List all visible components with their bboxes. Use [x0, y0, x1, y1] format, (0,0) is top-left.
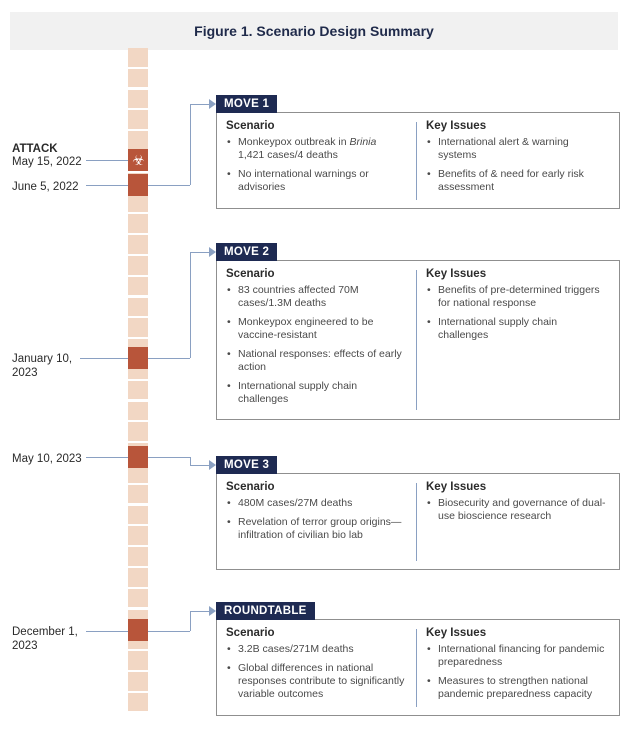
- move-2-tag: MOVE 2: [216, 243, 277, 261]
- scenario-item: • 3.2B cases/271M deaths: [226, 643, 406, 656]
- date-roundtable: December 1, 2023: [12, 626, 78, 652]
- timeline-segment: [128, 48, 148, 67]
- scenario-item: • 480M cases/27M deaths: [226, 497, 406, 510]
- event-marker: [128, 347, 148, 369]
- timeline-segment: [128, 318, 148, 337]
- date-move-3: May 10, 2023: [12, 453, 82, 465]
- timeline-segment: [128, 422, 148, 441]
- connector-line: [190, 104, 210, 105]
- timeline-segment: [128, 672, 148, 691]
- date-move-1: June 5, 2022: [12, 181, 79, 193]
- timeline-segment: [128, 402, 148, 421]
- event-marker: [128, 446, 148, 468]
- issue-item: • Benefits of pre-determined triggers for national response: [426, 284, 610, 310]
- biohazard-icon: ☣: [132, 152, 145, 168]
- scenario-item: • National responses: effects of early action: [226, 348, 406, 374]
- scenario-item: • 83 countries affected 70M cases/1.3M deaths: [226, 284, 406, 310]
- arrow-icon: [209, 99, 216, 109]
- scenario-item: • Global differences in national responses contribute to significantly variable outcomes: [226, 662, 406, 701]
- scenario-heading: Scenario: [226, 481, 275, 493]
- move-3-tag: MOVE 3: [216, 456, 277, 474]
- scenario-item: • International supply chain challenges: [226, 380, 406, 406]
- move-1-scenario: [226, 120, 406, 200]
- timeline-segment: [128, 568, 148, 587]
- connector-line: [190, 457, 191, 465]
- arrow-icon: [209, 460, 216, 470]
- figure-header: [10, 12, 618, 50]
- date-move-2: January 10, 2023: [12, 353, 73, 379]
- timeline-segment: [128, 214, 148, 233]
- timeline-segment: [128, 277, 148, 296]
- timeline-segment: [128, 90, 148, 109]
- move-2-scenario: [226, 268, 406, 412]
- issues-heading: Key Issues: [426, 120, 487, 132]
- move-1-tag: MOVE 1: [216, 95, 277, 113]
- timeline-segment: [128, 131, 148, 150]
- move-3-scenario: [226, 481, 406, 548]
- issues-heading: Key Issues: [426, 627, 487, 639]
- connector-line: [190, 252, 191, 358]
- column-divider: [416, 483, 417, 561]
- timeline-segment: [128, 651, 148, 670]
- scenario-item: • Monkeypox outbreak in Brinia 1,421 cases/4 deaths: [226, 136, 406, 162]
- timeline-segment: [128, 256, 148, 275]
- issue-item: • Benefits of & need for early risk assessment: [426, 168, 610, 194]
- timeline-segment: [128, 589, 148, 608]
- timeline-segment: [128, 235, 148, 254]
- scenario-heading: Scenario: [226, 268, 275, 280]
- timeline-segment: [128, 298, 148, 317]
- scenario-item: • No international warnings or advisories: [226, 168, 406, 194]
- connector-line: [148, 457, 190, 458]
- roundtable-scenario: [226, 627, 406, 707]
- leader-line: [86, 160, 128, 161]
- connector-line: [190, 611, 210, 612]
- arrow-icon: [209, 606, 216, 616]
- issue-item: • Biosecurity and governance of dual-use bioscience research: [426, 497, 610, 523]
- connector-line: [148, 185, 190, 186]
- move-3-issues: [426, 481, 610, 529]
- timeline-segment: [128, 526, 148, 545]
- date-attack: May 15, 2022: [12, 156, 82, 168]
- leader-line: [86, 185, 128, 186]
- timeline-segment: [128, 110, 148, 129]
- move-2-issues: [426, 268, 610, 348]
- column-divider: [416, 122, 417, 200]
- timeline-segment: [128, 547, 148, 566]
- connector-line: [190, 465, 210, 466]
- timeline-segment: [128, 69, 148, 88]
- issues-heading: Key Issues: [426, 268, 487, 280]
- scenario-item: • Revelation of terror group origins—infiltration of civilian bio lab: [226, 516, 406, 542]
- timeline-segment: [128, 485, 148, 504]
- timeline-segment: [128, 381, 148, 400]
- roundtable-issues: [426, 627, 610, 707]
- issue-item: • Measures to strengthen national pandemic preparedness capacity: [426, 675, 610, 701]
- roundtable-tag: ROUNDTABLE: [216, 602, 315, 620]
- issue-item: • International financing for pandemic preparedness: [426, 643, 610, 669]
- event-marker: [128, 174, 148, 196]
- scenario-heading: Scenario: [226, 120, 275, 132]
- issue-item: • International supply chain challenges: [426, 316, 610, 342]
- issues-heading: Key Issues: [426, 481, 487, 493]
- attack-label: ATTACK: [12, 143, 58, 155]
- move-1-issues: [426, 120, 610, 200]
- connector-line: [190, 104, 191, 185]
- scenario-heading: Scenario: [226, 627, 275, 639]
- leader-line: [80, 358, 128, 359]
- issue-item: • International alert & warning systems: [426, 136, 610, 162]
- connector-line: [190, 611, 191, 631]
- timeline-segment: [128, 693, 148, 712]
- timeline-segment: [128, 506, 148, 525]
- leader-line: [86, 457, 128, 458]
- scenario-item: • Monkeypox engineered to be vaccine-resistant: [226, 316, 406, 342]
- timeline-segment: [128, 194, 148, 213]
- arrow-icon: [209, 247, 216, 257]
- figure-title: Figure 1. Scenario Design Summary: [194, 23, 434, 39]
- connector-line: [148, 358, 190, 359]
- column-divider: [416, 629, 417, 707]
- leader-line: [86, 631, 128, 632]
- event-marker: [128, 619, 148, 641]
- connector-line: [148, 631, 190, 632]
- column-divider: [416, 270, 417, 410]
- connector-line: [190, 252, 210, 253]
